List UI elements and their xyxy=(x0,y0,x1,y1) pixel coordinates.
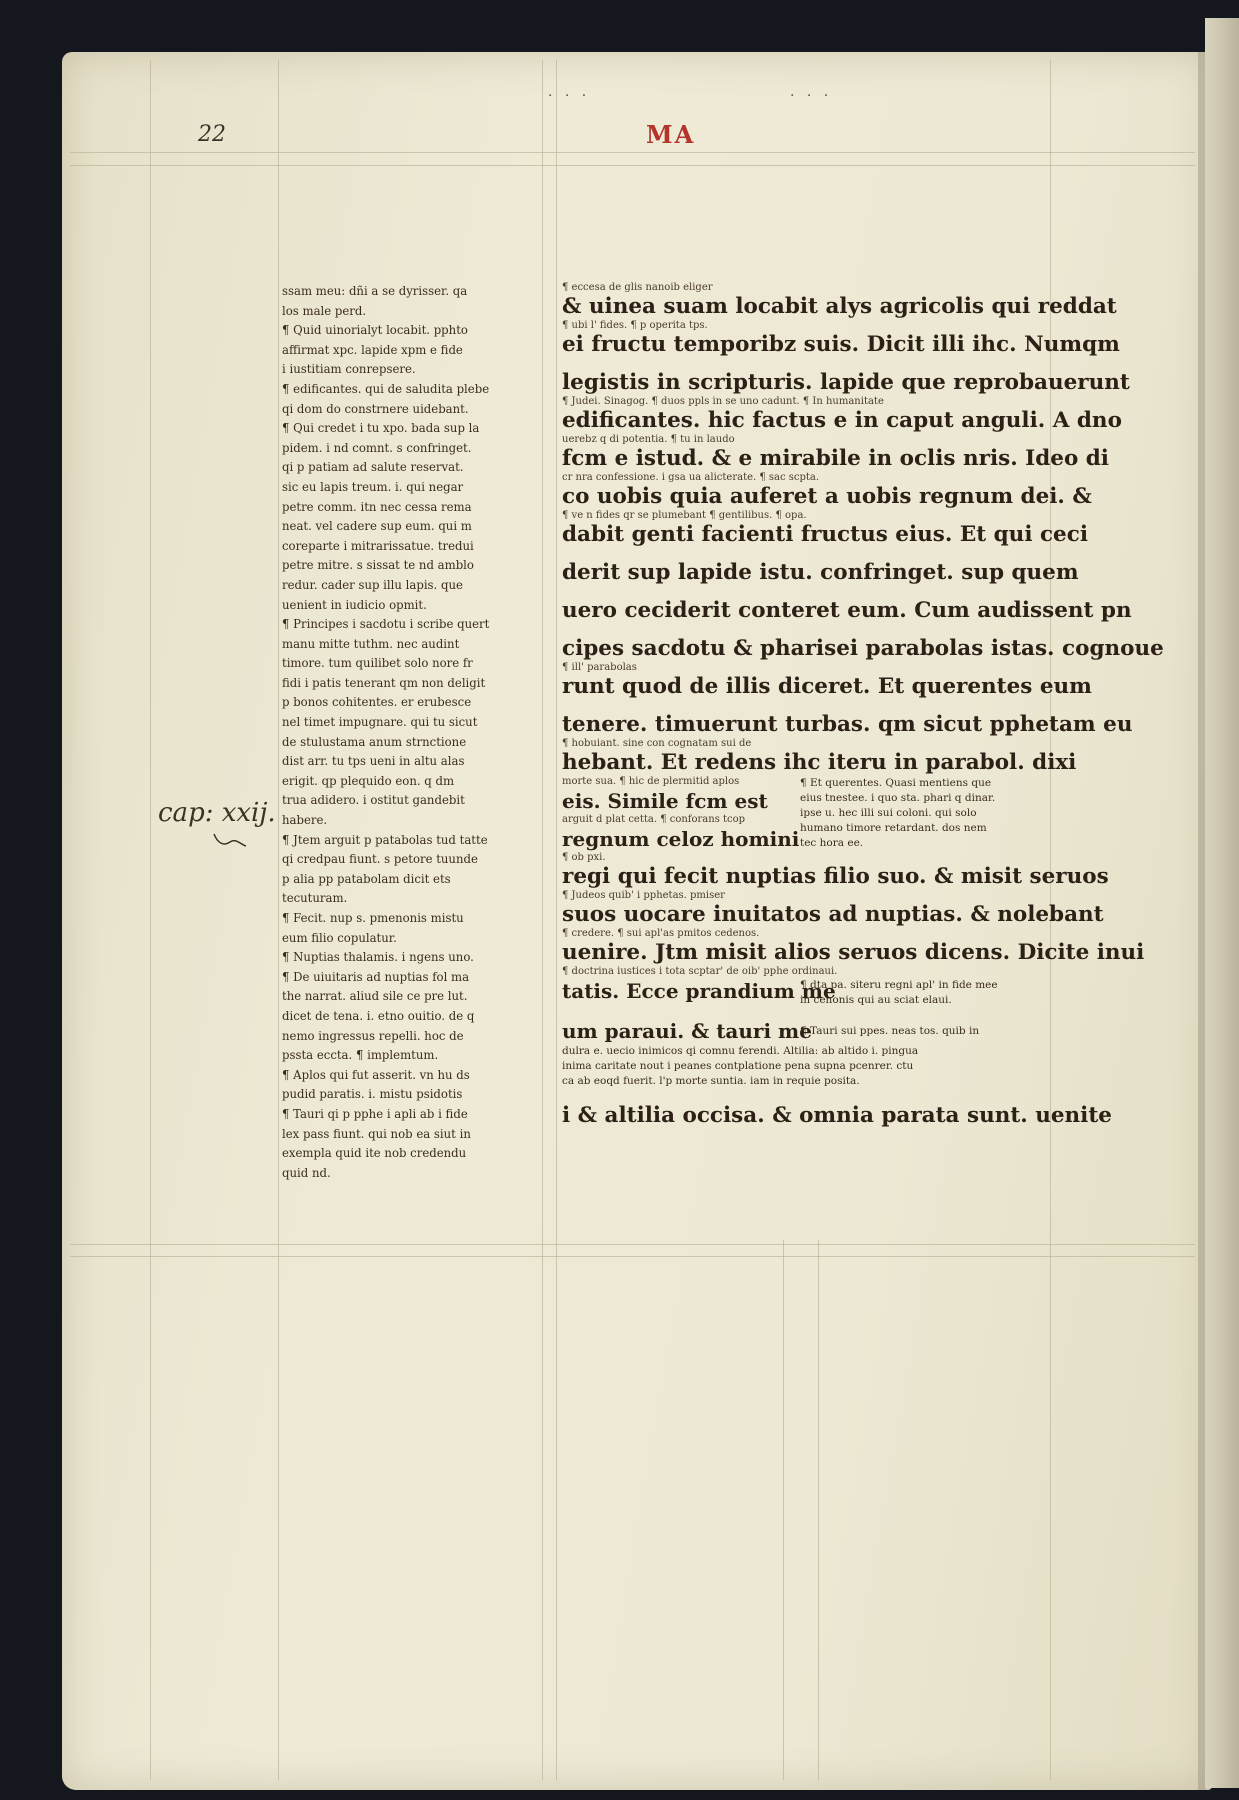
gloss-line: eum filio copulatur. xyxy=(282,930,397,945)
interlinear-gloss: ¶ ubi l' fides. ¶ p operita tps. xyxy=(562,320,708,331)
interlinear-gloss: uerebz q di potentia. ¶ tu in laudo xyxy=(562,434,735,445)
interlinear-gloss: ¶ Judei. Sinagog. ¶ duos ppls in se uno cadunt. ¶ In humanitate xyxy=(562,396,884,407)
gloss-line: qi dom do constrnere uidebant. xyxy=(282,401,469,416)
gloss-line: the narrat. aliud sile ce pre lut. xyxy=(282,989,468,1004)
main-text-line: legistis in scripturis. lapide que reprobauerunt xyxy=(562,370,1130,395)
gloss-line: tecuturam. xyxy=(282,891,348,906)
gloss-line: tec hora ee. xyxy=(800,837,864,849)
gloss-line: in cenonis qui au sciat elaui. xyxy=(800,994,952,1006)
gloss-line: timore. tum quilibet solo nore fr xyxy=(282,656,473,671)
gloss-line: ¶ Qui credet i tu xpo. bada sup la xyxy=(282,421,480,436)
main-text-line: derit sup lapide istu. confringet. sup quem xyxy=(562,560,1079,585)
gloss-line: ¶ dta pa. siteru regni apl' in fide mee xyxy=(800,979,998,991)
interlinear-gloss xyxy=(562,548,1082,560)
gloss-line: uenient in iudicio opmit. xyxy=(282,597,427,612)
gloss-line: petre mitre. s sissat te nd amblo xyxy=(282,558,474,573)
main-text-line: eis. Simile fcm est xyxy=(562,789,768,813)
main-text-line: cipes sacdotu & pharisei parabolas istas. cognoue xyxy=(562,636,1164,661)
main-text-line: suos uocare inuitatos ad nuptias. & nolebant xyxy=(562,902,1104,927)
gloss-line: inima caritate nout i peanes contplatione pena supna pcenrer. ctu xyxy=(562,1060,914,1072)
main-text-line: dabit genti facienti fructus eius. Et qui ceci xyxy=(562,522,1088,547)
interlinear-gloss: cr nra confessione. i gsa ua alicterate. ¶ sac scpta. xyxy=(562,472,820,483)
gloss-line: ¶ edificantes. qui de saludita plebe xyxy=(282,381,490,396)
main-text-line: regnum celoz homini xyxy=(562,827,800,851)
gloss-line: ¶ Et querentes. Quasi mentiens que xyxy=(800,777,992,789)
ruling-line xyxy=(542,60,543,1780)
gloss-line: ca ab eoqd fuerit. l'p morte suntia. iam in requie posita. xyxy=(562,1075,860,1087)
ruling-line xyxy=(783,1240,784,1780)
interlinear-gloss: arguit d plat cetta. ¶ conforans tcop xyxy=(562,814,746,825)
gloss-line: ssam meu: dñi a se dyrisser. qa xyxy=(282,284,468,298)
gloss-line: pidem. i nd comnt. s confringet. xyxy=(282,440,472,455)
interlinear-gloss: ¶ ill' parabolas xyxy=(562,662,637,673)
gloss-column xyxy=(282,282,540,1183)
gloss-line: qi credpau fiunt. s petore tuunde xyxy=(282,852,478,867)
pricking-marks: . . . xyxy=(790,84,833,100)
gloss-line: ¶ Tauri qi p pphe i apli ab i fide xyxy=(282,1106,468,1121)
main-text-line: fcm e istud. & e mirabile in oclis nris. Ideo di xyxy=(562,446,1109,471)
ruling-line xyxy=(818,1240,819,1780)
folio-number: 22 xyxy=(198,122,226,147)
ruling-line xyxy=(556,60,557,1780)
gloss-line: fidi i patis tenerant qm non deligit xyxy=(282,675,486,690)
gloss-line: manu mitte tuthm. nec audint xyxy=(282,636,460,651)
gloss-line: dulra e. uecio inimicos qi comnu ferendi. Altilia: ab altido i. pingua xyxy=(562,1045,919,1057)
main-text-line: & uinea suam locabit alys agricolis qui reddat xyxy=(562,294,1117,319)
gloss-line: trua adidero. i ostitut gandebit xyxy=(282,793,465,808)
pricking-marks: . . . xyxy=(548,84,591,100)
gloss-line: erigit. qp plequido eon. q dm xyxy=(282,773,455,788)
gloss-line: los male perd. xyxy=(282,303,367,318)
main-text-line: uenire. Jtm misit alios seruos dicens. Dicite inui xyxy=(562,940,1145,965)
main-text-line: tatis. Ecce prandium me xyxy=(562,979,836,1003)
gloss-line: habere. xyxy=(282,813,328,828)
gloss-line: ipse u. hec illi sui coloni. qui solo xyxy=(800,807,977,819)
next-page-edge xyxy=(1205,18,1239,1788)
gloss-line: redur. cader sup illu lapis. que xyxy=(282,577,463,592)
gloss-line: petre comm. itn nec cessa rema xyxy=(282,499,472,514)
interlinear-gloss: ¶ credere. ¶ sui apl'as pmitos cedenos. xyxy=(562,928,760,939)
gloss-line: pssta eccta. ¶ implemtum. xyxy=(282,1048,439,1063)
split-section xyxy=(562,978,1082,1008)
gloss-line: i iustitiam conrepsere. xyxy=(282,362,416,377)
interlinear-gloss: ¶ ve n fides qr se plumebant ¶ gentilibus. ¶ opa. xyxy=(562,510,807,521)
running-head: MA xyxy=(646,120,696,149)
interlinear-gloss: ¶ eccesa de glis nanoib eliger xyxy=(562,282,713,293)
gloss-line: dicet de tena. i. etno ouitio. de q xyxy=(282,1008,475,1023)
main-text-line: edificantes. hic factus e in caput anguli. A dno xyxy=(562,408,1122,433)
gloss-line: neat. vel cadere sup eum. qui m xyxy=(282,519,472,534)
gloss-line: p bonos cohitentes. er erubesce xyxy=(282,695,472,710)
gloss-line: ¶ Jtem arguit p patabolas tud tatte xyxy=(282,832,488,847)
ruling-line xyxy=(70,1256,1195,1257)
gloss-line: lex pass fiunt. qui nob ea siut in xyxy=(282,1126,471,1141)
gloss-line: ¶ Quid uinorialyt locabit. pphto xyxy=(282,323,468,338)
ruling-line xyxy=(70,152,1195,153)
gloss-line: ¶ Tauri sui ppes. neas tos. quib in xyxy=(800,1025,980,1037)
gloss-line: de stulustama anum strnctione xyxy=(282,734,467,749)
main-text-line: i & altilia occisa. & omnia parata sunt. uenite xyxy=(562,1103,1112,1128)
main-text-line: regi qui fecit nuptias filio suo. & misit seruos xyxy=(562,864,1109,889)
main-text-line: co uobis quia auferet a uobis regnum dei. & xyxy=(562,484,1092,509)
interlinear-gloss xyxy=(562,586,1082,598)
interlinear-gloss xyxy=(562,358,1082,370)
gloss-continuation xyxy=(562,1044,1082,1089)
main-text-line: runt quod de illis diceret. Et querentes eum xyxy=(562,674,1092,699)
chapter-marker: cap: xxij. xyxy=(158,798,276,828)
interlinear-gloss: morte sua. ¶ hic de plermitid aplos xyxy=(562,776,740,787)
interlinear-gloss xyxy=(562,624,1082,636)
main-text-line: uero ceciderit conteret eum. Cum audissent pn xyxy=(562,598,1132,623)
gloss-line: ¶ Fecit. nup s. pmenonis mistu xyxy=(282,911,464,925)
interlinear-gloss xyxy=(562,700,1082,712)
ruling-line xyxy=(278,60,279,1780)
gloss-line: dist arr. tu tps ueni in altu alas xyxy=(282,754,465,769)
ruling-line xyxy=(150,60,151,1780)
split-section xyxy=(562,776,1082,852)
main-text-line: hebant. Et redens ihc iteru in parabol. dixi xyxy=(562,750,1077,775)
gloss-line: sic eu lapis treum. i. qui negar xyxy=(282,479,464,494)
interlinear-gloss: ¶ ob pxi. xyxy=(562,852,606,863)
interlinear-gloss: ¶ hobuiant. sine con cognatam sui de xyxy=(562,738,752,749)
gloss-line: ¶ Nuptias thalamis. i ngens uno. xyxy=(282,950,474,965)
gloss-line: exempla quid ite nob credendu xyxy=(282,1146,467,1161)
gloss-line: quid nd. xyxy=(282,1165,331,1180)
gloss-line: coreparte i mitrarissatue. tredui xyxy=(282,538,474,553)
chapter-flourish xyxy=(210,830,250,850)
interlinear-gloss: ¶ doctrina iustices i tota scptar' de oib' pphe ordinaui. xyxy=(562,966,838,977)
gloss-line: ¶ Principes i sacdotu i scribe quert xyxy=(282,617,490,632)
gloss-line: nel timet impugnare. qui tu sicut xyxy=(282,715,478,730)
gloss-line: ¶ De uiuitaris ad nuptias fol ma xyxy=(282,969,470,984)
main-text-line: ei fructu temporibz suis. Dicit illi ihc. Numqm xyxy=(562,332,1120,357)
main-text-line: tenere. timuerunt turbas. qm sicut pphetam eu xyxy=(562,712,1133,737)
gloss-line: qi p patiam ad salute reservat. xyxy=(282,460,464,475)
ruling-line xyxy=(70,165,1195,166)
gloss-line: affirmat xpc. lapide xpm e fide xyxy=(282,342,463,357)
gloss-line: pudid paratis. i. mistu psidotis xyxy=(282,1087,463,1102)
ruling-line xyxy=(70,1244,1195,1245)
split-section xyxy=(562,1018,1082,1044)
main-text-column xyxy=(562,282,1164,1129)
main-text-line: um paraui. & tauri me xyxy=(562,1019,812,1043)
gloss-line: p alia pp patabolam dicit ets xyxy=(282,871,451,886)
gloss-line: ¶ Aplos qui fut asserit. vn hu ds xyxy=(282,1067,470,1082)
gloss-line: eius tnestee. i quo sta. phari q dinar. xyxy=(800,792,996,804)
interlinear-gloss: ¶ Judeos quib' i pphetas. pmiser xyxy=(562,890,725,901)
gloss-line: nemo ingressus repelli. hoc de xyxy=(282,1028,464,1043)
gloss-line: humano timore retardant. dos nem xyxy=(800,822,987,834)
